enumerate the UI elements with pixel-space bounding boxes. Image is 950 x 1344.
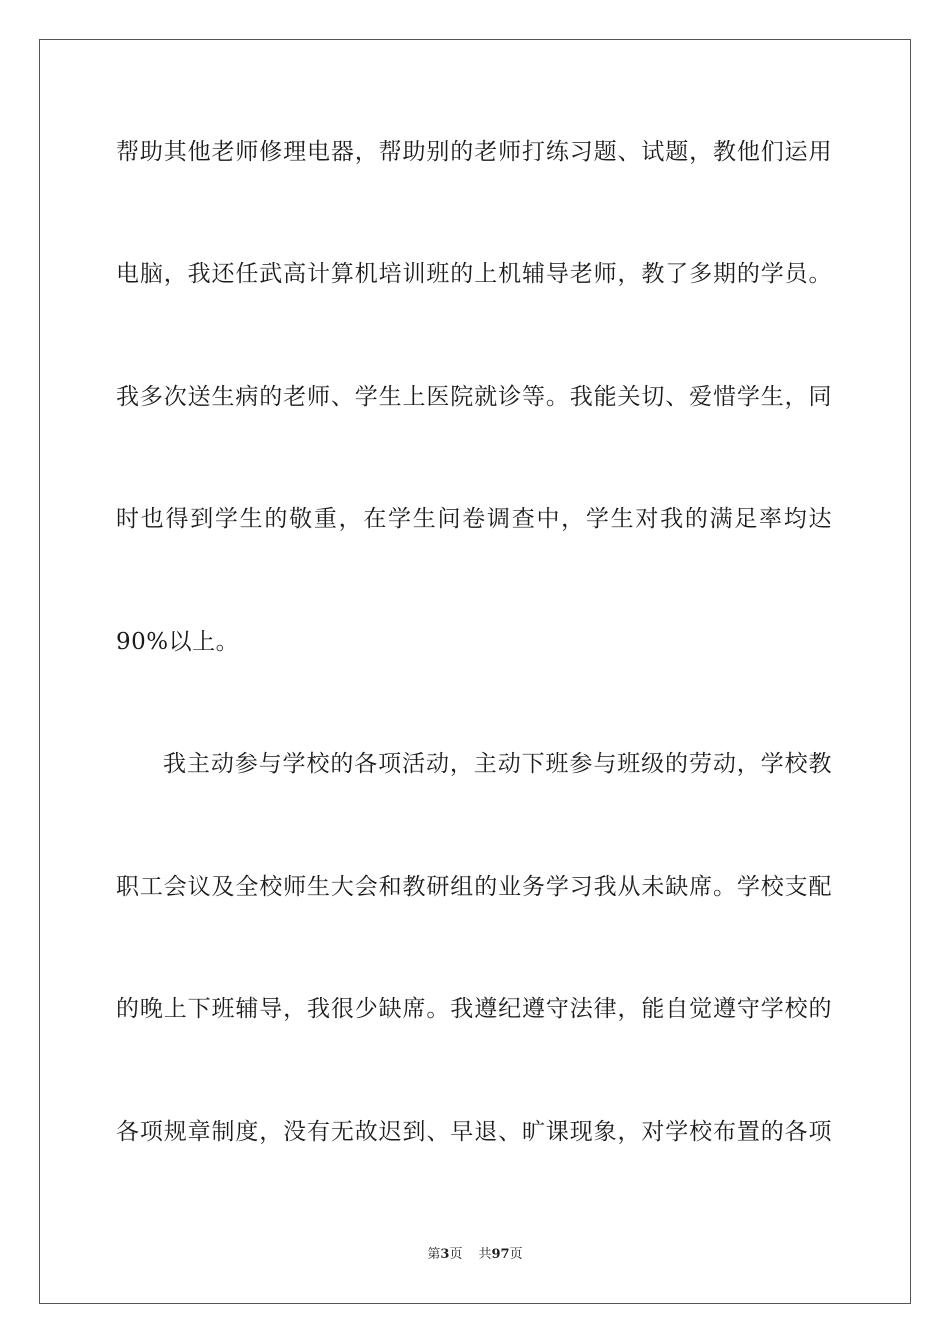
total-suffix: 页 — [509, 1247, 523, 1262]
text-line-5: 90%以上。 — [116, 629, 240, 655]
total-prefix: 共 — [478, 1247, 492, 1262]
page-number: 3 — [440, 1247, 450, 1262]
text-line-6: 我主动参与学校的各项活动，主动下班参与班级的劳动，学校教 — [163, 751, 832, 777]
page-footer — [0, 1246, 950, 1264]
text-line-9: 各项规章制度，没有无故迟到、早退、旷课现象，对学校布置的各项 — [116, 1119, 832, 1145]
total-pages: 97 — [491, 1247, 510, 1262]
text-line-3: 我多次送生病的老师、学生上医院就诊等。我能关切、爱惜学生，同 — [116, 384, 832, 410]
page-border — [39, 39, 911, 1304]
text-line-2: 电脑，我还任武高计算机培训班的上机辅导老师，教了多期的学员。 — [116, 261, 832, 287]
text-line-8: 的晚上下班辅导，我很少缺席。我遵纪遵守法律，能自觉遵守学校的 — [116, 996, 832, 1022]
text-line-7: 职工会议及全校师生大会和教研组的业务学习我从未缺席。学校支配 — [116, 874, 832, 900]
page-prefix: 第 — [427, 1247, 441, 1262]
text-line-1: 帮助其他老师修理电器，帮助别的老师打练习题、试题，教他们运用 — [116, 139, 832, 165]
text-line-4: 时也得到学生的敬重，在学生问卷调查中，学生对我的满足率均达 — [116, 506, 832, 532]
page-suffix: 页 — [449, 1247, 463, 1262]
